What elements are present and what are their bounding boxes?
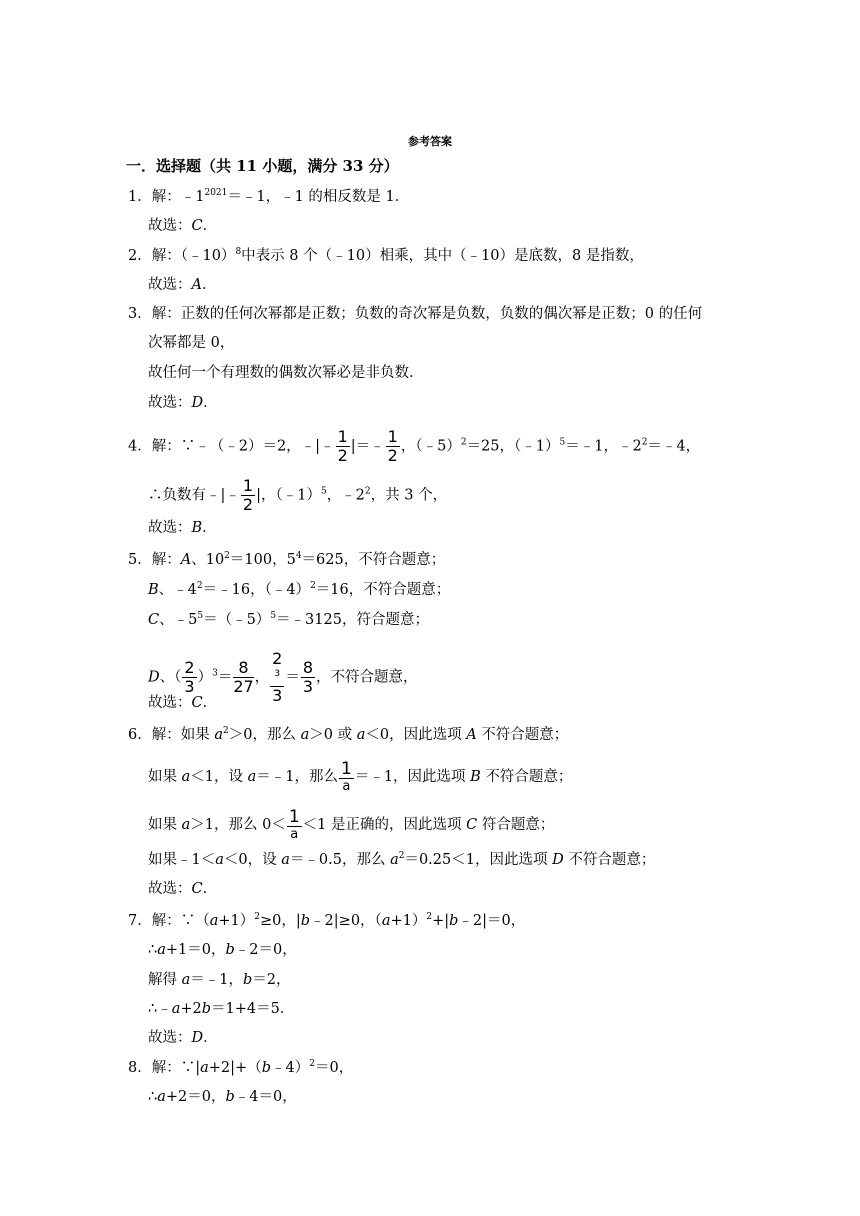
q6-line-1: 6．解：如果 $a^2>0$，那么 a＞0 或 a＜0，因此选项 A 不符合题意； (128, 726, 569, 743)
fraction: $\frac{8}{27}$ (233, 658, 254, 696)
q3-number: 3． (128, 306, 152, 322)
fraction: $\frac{1}{2}$ (337, 427, 348, 465)
section-heading: 一．选择题（共 11 小题，满分 33 分） (126, 157, 399, 175)
fraction: $\frac{2}{3}$ (184, 658, 195, 696)
q5-number: 5． (128, 552, 152, 568)
fraction: 1 a (341, 759, 352, 794)
q3-line-2: 次幂都是 0， (148, 335, 235, 351)
q7-line-3: 解得 a＝﹣1，b＝2， (148, 972, 291, 988)
q7-line-2: ∴a+1＝0，b﹣2＝0， (148, 942, 297, 958)
q3-answer: 故选：D． (148, 395, 218, 411)
q2-answer: 故选：A． (148, 277, 217, 293)
q7-answer: 故选：D． (148, 1030, 218, 1046)
q4-number: 4． (128, 438, 152, 455)
q3-line-3: 故任何一个有理数的偶数次幂必是非负数． (148, 365, 424, 381)
q6-line-3: 如果 a＞1，那么 0＜ 1 a ＜1 是正确的，因此选项 C 符合题意； (148, 807, 555, 842)
fraction: 2 $^3$ 3 (272, 649, 283, 705)
fraction: 1 a (288, 807, 300, 842)
fraction: $\frac{8}{3}$ (302, 658, 314, 696)
q5-line-B: B、$﹣4^2=﹣16$，（﹣4）$^2$＝16，不符合题意； (148, 581, 451, 598)
q1-number: 1． (128, 189, 152, 205)
q4-line-1: 4．解：∵﹣（﹣2）＝2，﹣|﹣ $\frac{1}{2}$ |＝﹣ $\frac{1}{2}$ ，（﹣5）$^2$＝25，（﹣1）$^5$＝﹣1，$﹣2^2=﹣4$， (128, 427, 701, 465)
q4-answer: 故选：B． (148, 520, 217, 536)
q8-number: 8． (128, 1060, 152, 1076)
q5-answer: 故选：C． (148, 695, 218, 711)
q3-line-1: 3．解：正数的任何次幂都是正数；负数的奇次幂是负数，负数的偶次幂是正数；0 的任何 (128, 306, 703, 322)
q5-line-D: D、（ $\frac{2}{3}$ ）$^3$＝ $\frac{8}{27}$ ， 2 $^3$ 3 ＝ $\frac{8}{3}$ ，不符合题意， (148, 649, 418, 705)
q1-line-1: 1．解：$﹣1^{2021}=﹣1$，﹣1 的相反数是 1． (128, 188, 410, 205)
q8-line-1: 8．解：∵|a+2|+（b﹣4）$^2$＝0， (128, 1059, 354, 1076)
q6-line-2: 如果 a＜1，设 a＝﹣1，那么 1 a ＝﹣1，因此选项 B 不符合题意； (148, 759, 573, 794)
q4-line-2: ∴负数有﹣|﹣ $\frac{1}{2}$ |，（﹣1）$^5$，$﹣2^2$，共 3 个， (148, 476, 448, 514)
page-title: 参考答案 (408, 135, 452, 148)
q7-number: 7． (128, 913, 152, 929)
q1-answer: 故选：C． (148, 218, 218, 234)
q6-number: 6． (128, 727, 152, 743)
q6-answer: 故选：C． (148, 881, 218, 897)
q7-line-4: ∴﹣a+2b＝1+4＝5． (148, 1001, 295, 1017)
fraction: $\frac{1}{2}$ (242, 476, 254, 514)
q6-line-4: 如果﹣1＜a＜0，设 a＝﹣0.5，那么 $a^2=0.25<1$，因此选项 D 不符合题意； (148, 851, 656, 868)
q7-line-1: 7．解：$\because(a+1)^2\ge 0$，|b﹣2|≥0，$(a+1)^2+|b﹣2|=0$， (128, 912, 526, 929)
q5-line-C: C、$﹣5^5=(﹣5)^5=﹣3125$，符合题意； (148, 611, 429, 628)
q2-number: 2． (128, 248, 152, 264)
fraction: $\frac{1}{2}$ (387, 427, 398, 465)
q2-line-1: 2．解：（﹣10）$^8$中表示 8 个（﹣10）相乘，其中（﹣10）是底数，8 是指数， (128, 247, 644, 264)
q8-line-2: ∴a+2＝0，b﹣4＝0， (148, 1089, 297, 1105)
q5-line-A: 5．解：A、$10^2=100$，$5^4=625$，不符合题意； (128, 551, 446, 568)
